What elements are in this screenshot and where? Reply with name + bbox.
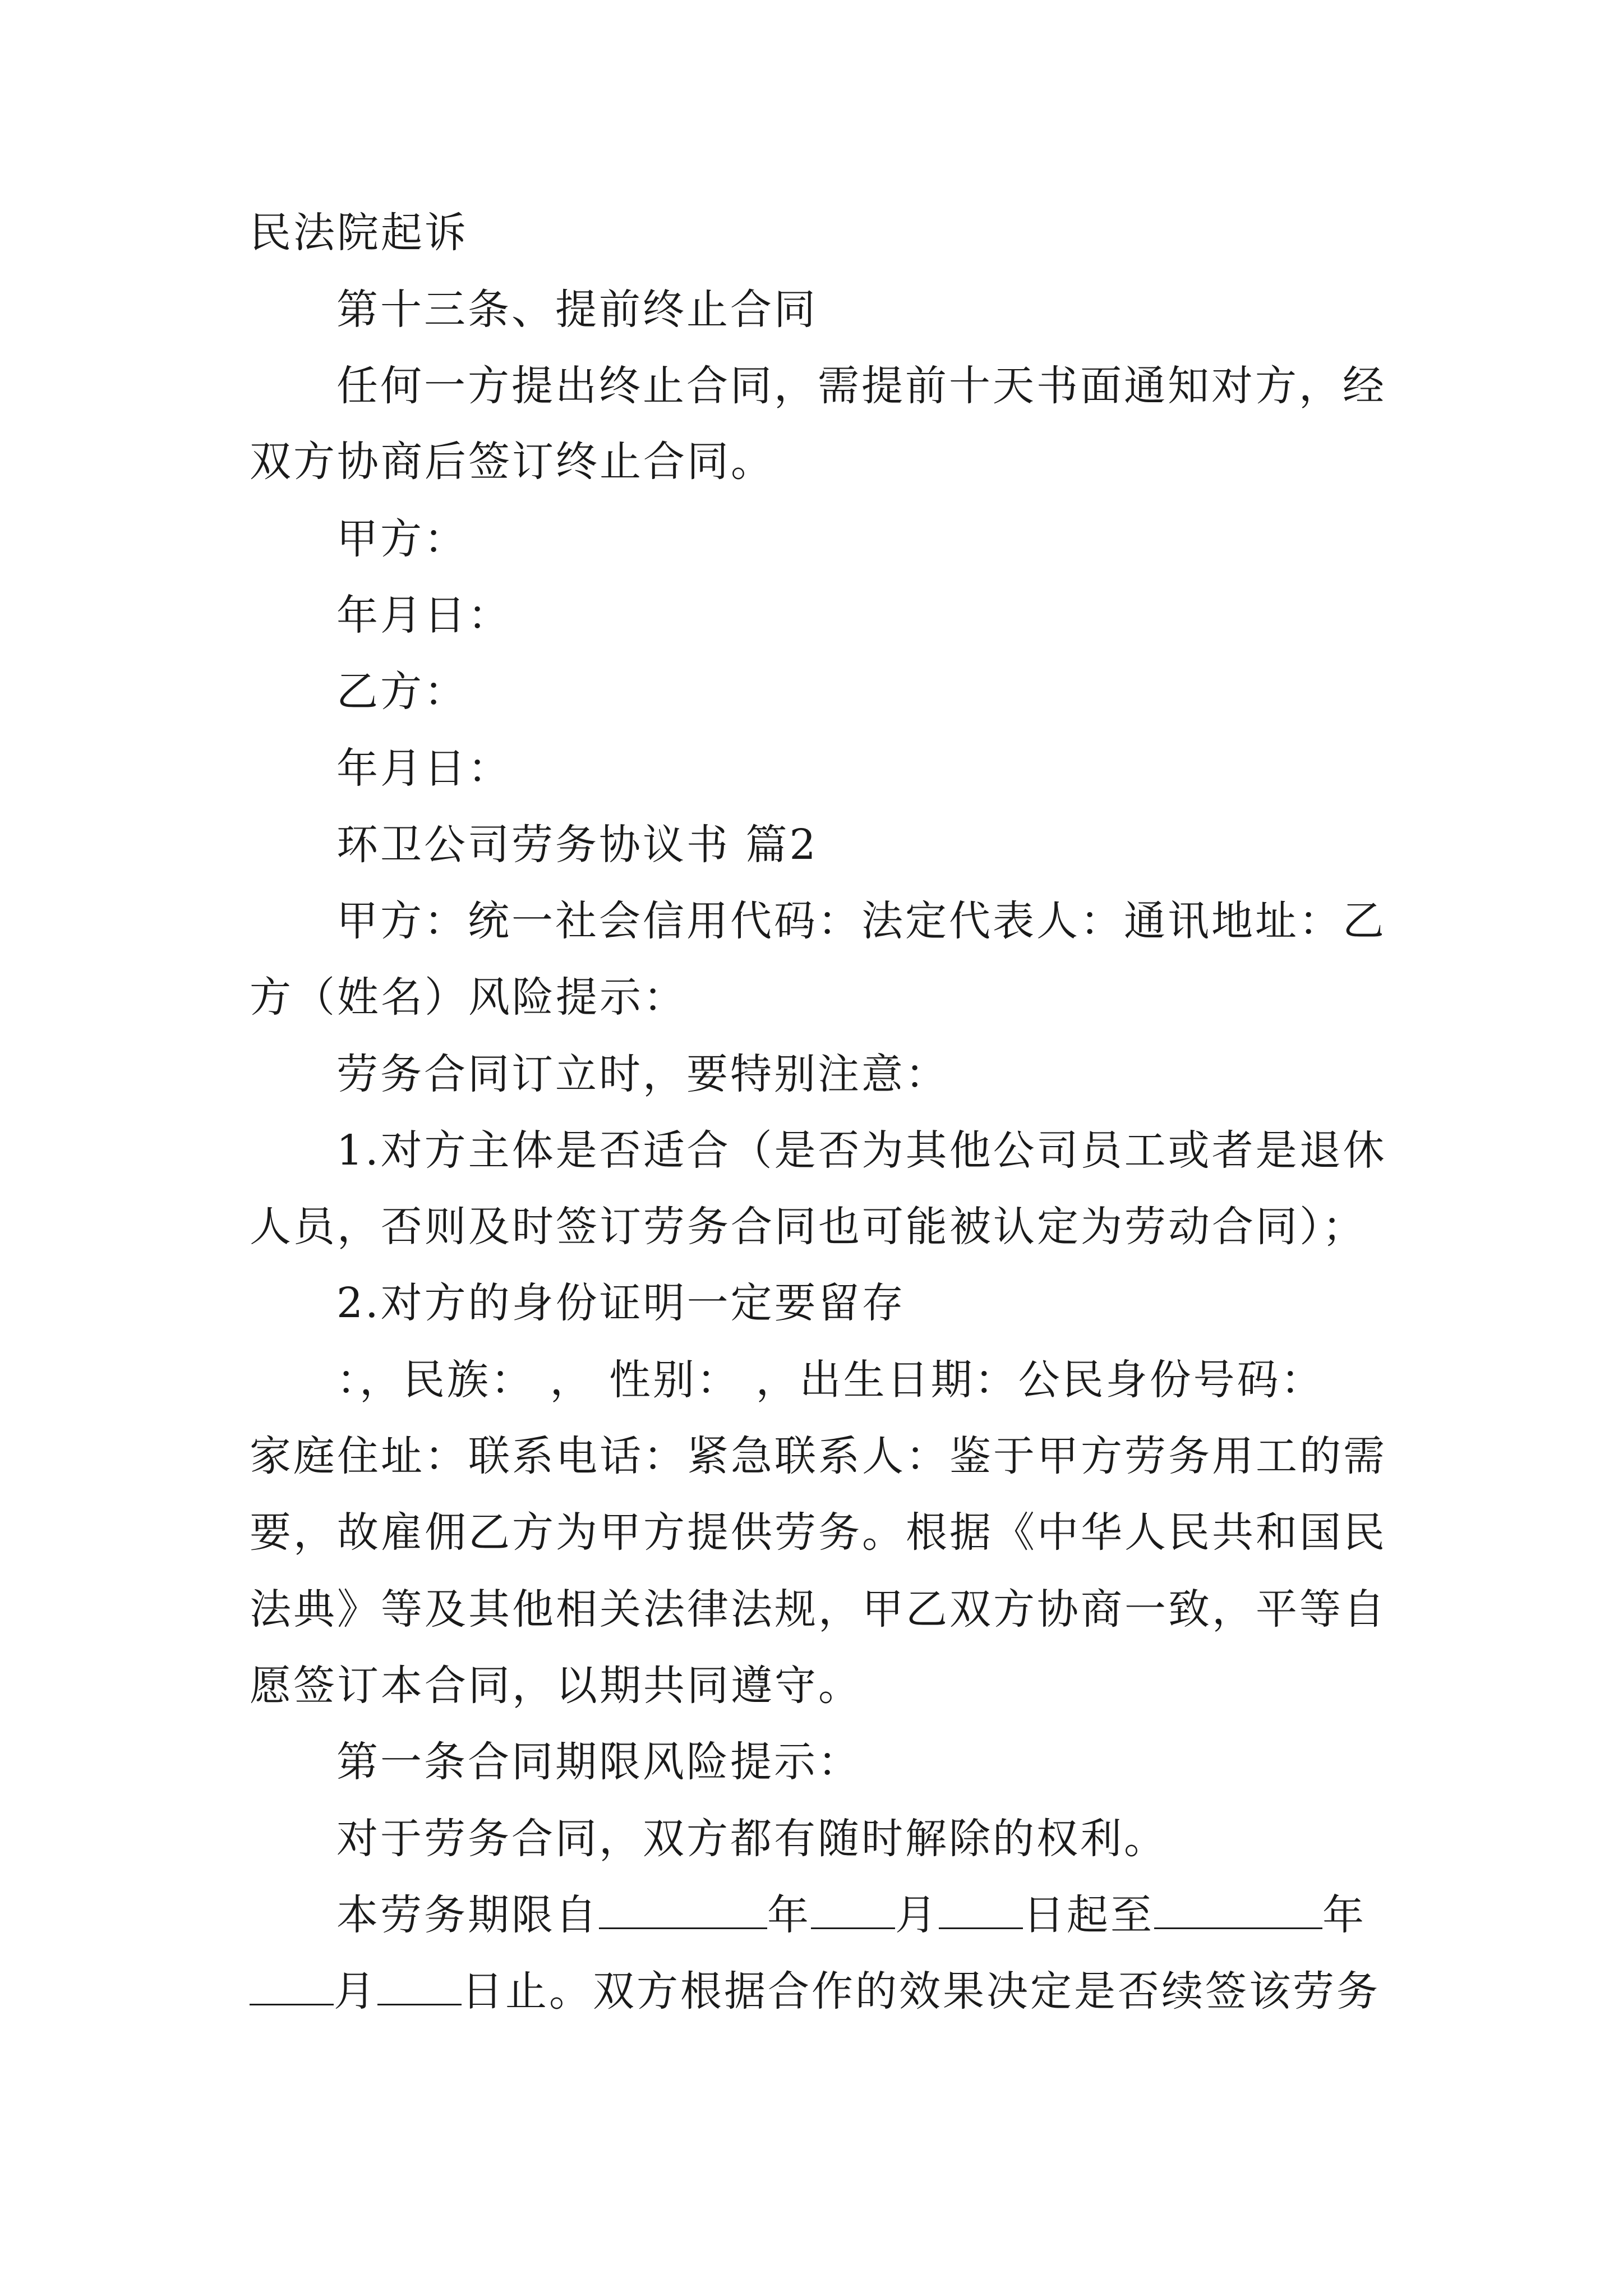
text-line: 甲方：统一社会信用代码：法定代表人：通讯地址：乙 — [336, 897, 1386, 945]
date-label: 年月日： — [336, 744, 511, 793]
year-label: 年 — [1322, 1891, 1366, 1939]
blank-field — [939, 1893, 1023, 1929]
day-end-text: 日止。双方根据合作的效果决定是否续签该劳务 — [462, 1967, 1380, 2016]
text-line: 要，故雇佣乙方为甲方提供劳务。根据《中华人民共和国民 — [250, 1508, 1387, 1557]
blank-field — [599, 1893, 767, 1929]
term-line-continued — [250, 1963, 1380, 2019]
signature-label: 甲方： — [336, 515, 468, 563]
year-label: 年 — [767, 1891, 811, 1939]
text-line: 劳务合同订立时，要特别注意： — [336, 1050, 949, 1098]
text-line: 方（姓名）风险提示： — [250, 973, 687, 1022]
term-prefix: 本劳务期限自 — [336, 1891, 599, 1939]
section-heading: 第一条合同期限风险提示： — [336, 1738, 861, 1786]
list-item: 1.对方主体是否适合（是否为其他公司员工或者是退休 — [336, 1126, 1387, 1175]
blank-field — [250, 1969, 334, 2005]
list-item: 2.对方的身份证明一定要留存 — [336, 1279, 906, 1327]
text-line: 愿签订本合同，以期共同遵守。 — [250, 1662, 862, 1710]
month-label: 月 — [895, 1891, 939, 1939]
signature-label: 乙方： — [336, 668, 468, 716]
date-label: 年月日： — [336, 591, 511, 639]
text-line: 双方协商后签订终止合同。 — [250, 438, 774, 486]
text-line: 任何一方提出终止合同，需提前十天书面通知对方，经 — [336, 362, 1386, 410]
day-start-label: 日起至 — [1023, 1891, 1154, 1939]
text-line: 家庭住址：联系电话：紧急联系人：鉴于甲方劳务用工的需 — [250, 1432, 1387, 1480]
text-line: 人员，否则及时签订劳务合同也可能被认定为劳动合同）； — [250, 1203, 1366, 1251]
document-subtitle: 环卫公司劳务协议书 篇2 — [336, 821, 818, 869]
blank-field — [1154, 1893, 1322, 1929]
term-line — [336, 1887, 1366, 1943]
month-label: 月 — [334, 1967, 377, 2016]
blank-field — [811, 1893, 895, 1929]
text-line: 法典》等及其他相关法律法规，甲乙双方协商一致，平等自 — [250, 1585, 1387, 1634]
text-line: 对于劳务合同，双方都有随时解除的权利。 — [336, 1815, 1168, 1863]
blank-field — [377, 1969, 462, 2005]
text-line: ：，民族： ， 性别： ，出生日期：公民身份号码： — [336, 1356, 1325, 1404]
section-heading: 第十三条、提前终止合同 — [336, 286, 818, 334]
text-line: 民法院起诉 — [250, 209, 468, 257]
